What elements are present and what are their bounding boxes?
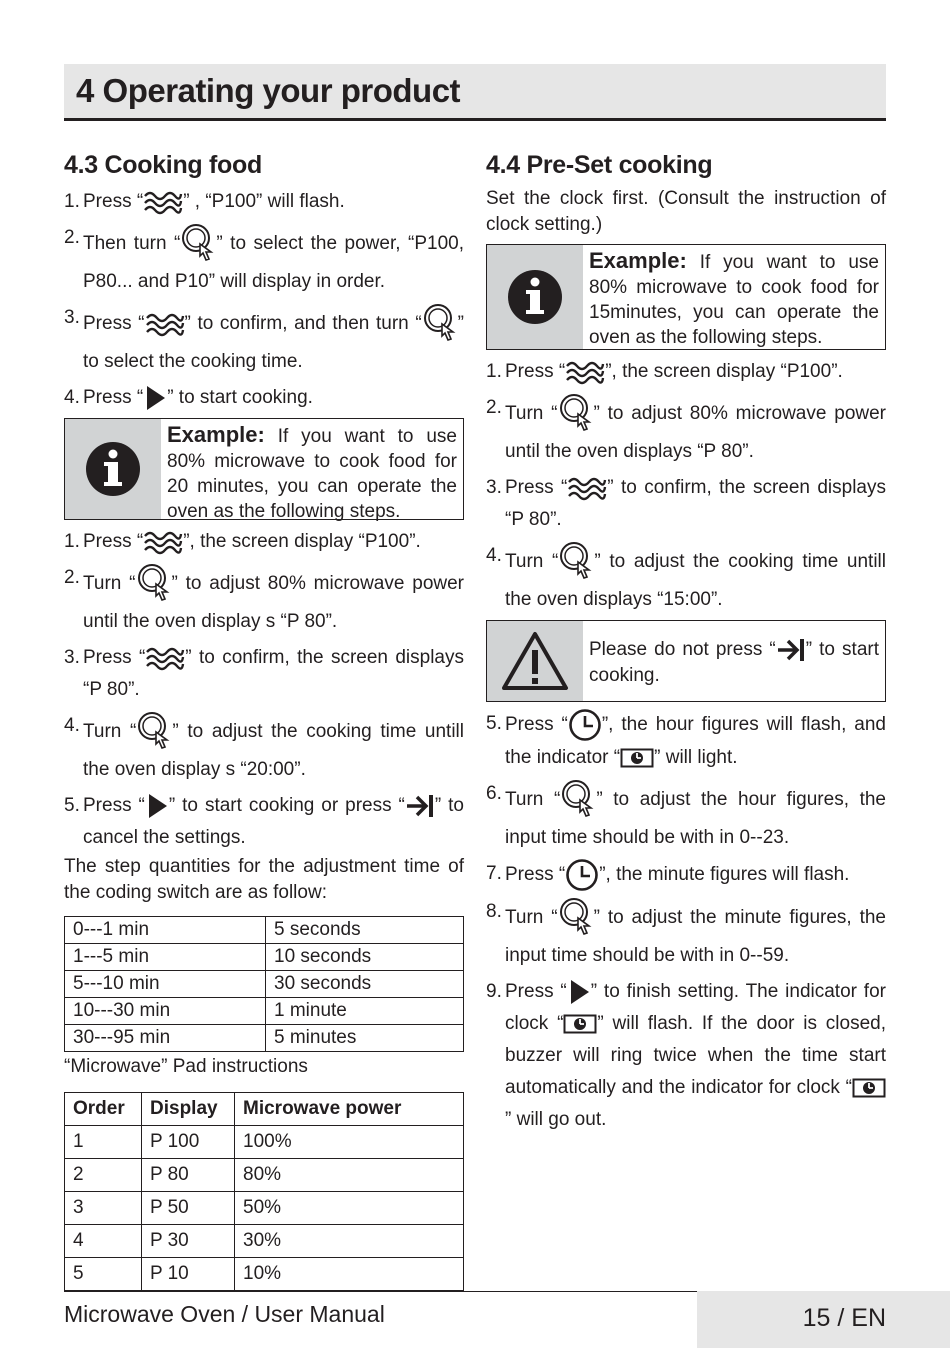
example-steps (64, 526, 464, 854)
step-text: ”, the hour figures will flash, and the indicator “ (505, 714, 886, 768)
step-number: 2. (64, 567, 80, 588)
instruction-step (486, 778, 886, 854)
table-cell: 30% (235, 1225, 464, 1258)
pad-instructions-title: “Microwave” Pad instructions (64, 1056, 308, 1077)
table-cell: P 80 (142, 1159, 235, 1192)
table-cell: P 30 (142, 1225, 235, 1258)
preset-steps (486, 356, 886, 616)
page-number: 15 / EN (802, 1304, 886, 1332)
microwave-pad-table (64, 1092, 464, 1291)
table-cell: 10---30 min (65, 998, 266, 1025)
step-text: ”, the minute figures will flash. (599, 864, 850, 886)
step-quantities-text: The step quantities for the adjustment time of the coding switch are as follow: (64, 856, 464, 903)
section-header (64, 64, 886, 121)
step-number: 4. (64, 387, 80, 408)
instruction-step (64, 302, 464, 378)
step-number: 1. (64, 531, 80, 552)
step-text: Turn “ (505, 551, 559, 573)
example-text (583, 245, 885, 349)
warning-icon (487, 621, 583, 701)
step-number: 5. (486, 713, 502, 734)
instruction-step (64, 642, 464, 706)
table-cell: P 100 (142, 1126, 235, 1159)
example-body: If you want to use 80% microwave to cook food for 20 minutes, you can operate the oven as the following steps. (167, 426, 457, 522)
step-text: Turn “ (83, 721, 137, 743)
clock-steps (486, 708, 886, 1136)
step-text: ”, the screen display “P100”. (605, 361, 843, 382)
microwave-icon (143, 188, 183, 216)
instruction-step (64, 382, 464, 414)
step-text: ” will light. (654, 747, 738, 768)
table-cell: 1---5 min (65, 944, 266, 971)
table-cell: P 50 (142, 1192, 235, 1225)
step-text: ” will go out. (505, 1109, 607, 1130)
table-row (65, 1258, 464, 1291)
knob-icon (180, 222, 216, 266)
microwave-icon (145, 644, 185, 672)
table-cell: 5---10 min (65, 971, 266, 998)
step-number: 2. (486, 397, 502, 418)
step-number: 8. (486, 901, 502, 922)
step-number: 7. (486, 863, 502, 884)
instruction-step (486, 540, 886, 616)
step-text: Press “ (83, 313, 145, 335)
column-header: Display (142, 1093, 235, 1126)
step-number: 1. (64, 191, 80, 212)
example-box (486, 244, 886, 350)
warning-box (486, 620, 886, 702)
warning-text (583, 621, 885, 701)
microwave-icon (565, 358, 605, 386)
step-text: Press “ (505, 361, 566, 382)
step-text: Press “ (83, 795, 145, 816)
step-text: ” to start cooking. (589, 639, 880, 686)
knob-icon (422, 302, 458, 346)
step-text: ” to adjust the cooking time untill the oven displays “15:00”. (505, 551, 886, 610)
column-header: Microwave power (235, 1093, 464, 1126)
clock-indicator-icon (563, 1014, 597, 1034)
page-title: 4 Operating your product (76, 72, 461, 109)
instruction-step (486, 708, 886, 774)
table-cell: 4 (65, 1225, 142, 1258)
instruction-step (486, 472, 886, 536)
step-number: 4. (64, 715, 80, 736)
table-cell: 100% (235, 1126, 464, 1159)
instruction-step (486, 392, 886, 468)
left-column (64, 150, 464, 1291)
step-quantities-table (64, 916, 464, 1052)
step-text: Press “ (83, 191, 144, 212)
info-icon (65, 419, 161, 519)
example-text (161, 419, 463, 522)
knob-icon (136, 562, 172, 606)
table-row (65, 1025, 464, 1052)
table-row (65, 1126, 464, 1159)
start-icon (567, 978, 591, 1006)
step-number: 4. (486, 545, 502, 566)
step-number: 6. (486, 783, 502, 804)
table-row (65, 1192, 464, 1225)
step-text: Please do not press “ (589, 639, 776, 661)
table-row (65, 1225, 464, 1258)
clock-indicator-icon (620, 748, 654, 768)
step-text: Press “ (505, 714, 568, 736)
table-cell: 1 (65, 1126, 142, 1159)
knob-icon (558, 896, 594, 940)
right-column (486, 150, 886, 1140)
clock-icon (568, 708, 602, 742)
instruction-step (64, 562, 464, 638)
knob-icon (558, 540, 594, 584)
table-cell: 10 seconds (266, 944, 464, 971)
example-box (64, 418, 464, 520)
step-text: Turn “ (505, 907, 558, 929)
microwave-icon (145, 310, 185, 338)
step-text: Press “ (83, 647, 146, 668)
instruction-step (486, 976, 886, 1136)
knob-icon (136, 710, 172, 754)
knob-icon (558, 392, 594, 436)
table-cell: P 10 (142, 1258, 235, 1291)
section-heading-cooking-food: 4.3 Cooking food (64, 151, 262, 179)
example-body: If you want to use 80% microwave to cook food for 15minutes, you can operate the oven as the following steps. (589, 252, 879, 348)
step-text: Turn “ (505, 789, 561, 811)
step-text: Press “ (505, 864, 566, 886)
step-text: ” to finish setting. The indicator for clock “ (505, 981, 886, 1034)
step-text: ” to start cooking or press “ (168, 795, 405, 816)
table-row (65, 971, 464, 998)
clock-indicator-icon (852, 1078, 886, 1098)
step-number: 3. (64, 647, 80, 668)
step-text: ” to adjust the minute figures, the input time should be with in 0--59. (505, 907, 886, 966)
instruction-step (64, 790, 464, 854)
step-text: ” to adjust the hour figures, the input time should be with in 0--23. (505, 789, 887, 848)
table-cell: 5 (65, 1258, 142, 1291)
example-label: Example: (589, 248, 687, 273)
start-icon (143, 384, 167, 412)
column-header: Order (65, 1093, 142, 1126)
step-text: Press “ (505, 981, 567, 1002)
step-text: ”, the screen display “P100”. (183, 531, 421, 552)
table-cell: 0---1 min (65, 917, 266, 944)
clock-icon (565, 858, 599, 892)
step-text: Press “ (83, 531, 144, 552)
table-row (65, 998, 464, 1025)
step-number: 2. (64, 227, 80, 248)
table-cell: 1 minute (266, 998, 464, 1025)
step-text: ” will flash. If the door is closed, buzzer will ring twice when the time start automatically and the indicator for clock “ (505, 1013, 886, 1098)
step-text: Press “ (83, 387, 144, 408)
table-cell: 10% (235, 1258, 464, 1291)
table-cell: 3 (65, 1192, 142, 1225)
stop-cancel-icon (776, 637, 806, 663)
step-number: 3. (486, 477, 502, 498)
instruction-step (64, 526, 464, 558)
table-cell: 50% (235, 1192, 464, 1225)
instruction-step (64, 222, 464, 298)
step-number: 1. (486, 361, 502, 382)
microwave-icon (567, 474, 607, 502)
step-text: ” to cancel the settings. (83, 795, 465, 848)
table-cell: 80% (235, 1159, 464, 1192)
section-heading-preset-cooking: 4.4 Pre-Set cooking (486, 151, 713, 179)
step-text: Then turn “ (83, 233, 181, 255)
instruction-step (486, 858, 886, 892)
instruction-step (64, 710, 464, 786)
knob-icon (560, 778, 596, 822)
table-cell: 5 seconds (266, 917, 464, 944)
step-text: ” to adjust 80% microwave power until the oven displays “P 80”. (505, 403, 886, 462)
footer-title: Microwave Oven / User Manual (64, 1301, 385, 1327)
info-icon (487, 245, 583, 349)
preset-intro: Set the clock first. (Consult the instruction of clock setting.) (486, 188, 886, 235)
example-label: Example: (167, 422, 265, 447)
table-cell: 30 seconds (266, 971, 464, 998)
step-text: ” to confirm, the screen displays “P 80”. (505, 477, 886, 530)
microwave-icon (143, 528, 183, 556)
table-row (65, 944, 464, 971)
step-text: ” to confirm, and then turn “ (184, 313, 422, 335)
table-row (65, 1159, 464, 1192)
step-number: 5. (64, 795, 80, 816)
step-number: 9. (486, 981, 502, 1002)
table-cell: 5 minutes (266, 1025, 464, 1052)
step-text: ” to start cooking. (167, 387, 313, 408)
step-text: ” to select the power, “P100, P80... and P10” will display in order. (83, 233, 464, 292)
step-text: ” to adjust the cooking time untill the oven display s “20:00”. (83, 721, 464, 780)
step-text: Turn “ (505, 403, 558, 425)
step-text: ” , “P100” will flash. (183, 191, 345, 212)
step-text: Press “ (505, 477, 568, 498)
step-number: 3. (64, 307, 80, 328)
table-row (65, 917, 464, 944)
instruction-step (486, 896, 886, 972)
table-cell: 30---95 min (65, 1025, 266, 1052)
table-cell: 2 (65, 1159, 142, 1192)
start-icon (145, 792, 169, 820)
cooking-steps (64, 186, 464, 414)
step-text: Turn “ (83, 573, 136, 595)
stop-cancel-icon (405, 793, 435, 819)
instruction-step (486, 356, 886, 388)
step-text: ” to select the cooking time. (83, 313, 464, 372)
step-text: ” to adjust 80% microwave power until the oven display s “P 80”. (83, 573, 464, 632)
instruction-step (64, 186, 464, 218)
step-text: ” to confirm, the screen displays “P 80”. (83, 647, 464, 700)
